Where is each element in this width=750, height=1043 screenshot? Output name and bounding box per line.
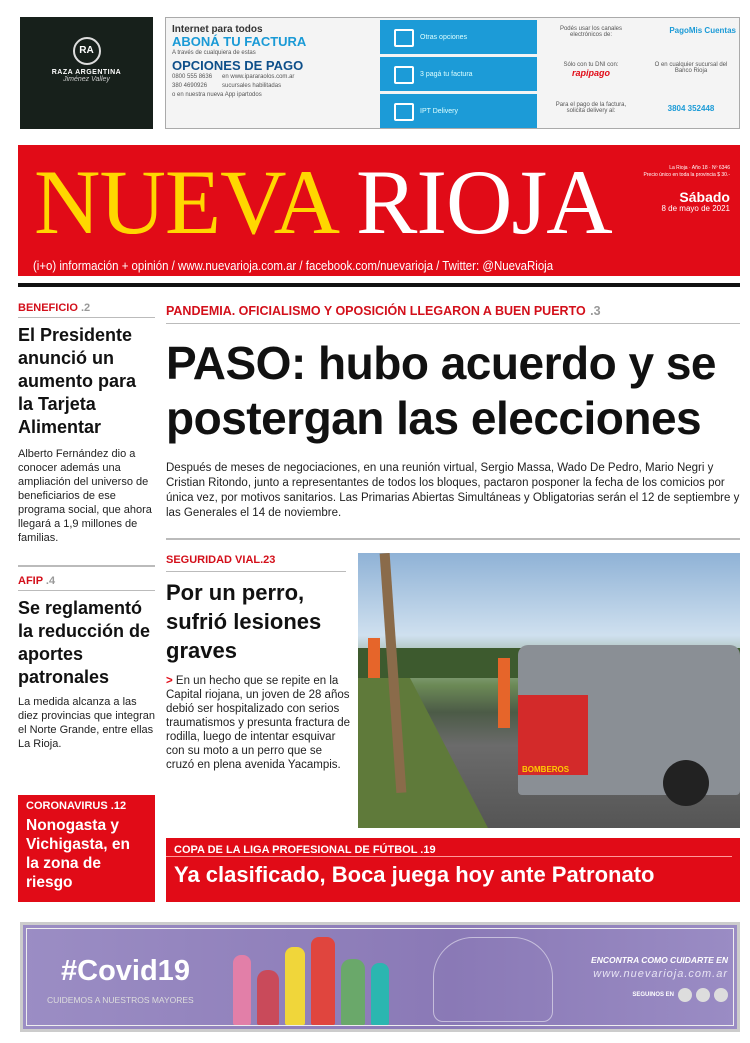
rapipago-logo: rapipago — [571, 68, 610, 78]
story-body: La medida alcanza a las diez provincias que integran el Norte Grande, entre ellas La Rioja. — [18, 696, 155, 750]
price-info: Precio único en toda la provincia $ 30.- — [643, 172, 730, 178]
ad-button-other[interactable]: Otras opciones — [380, 20, 537, 54]
kicker: BENEFICIO — [18, 302, 78, 314]
ad-info2: Sólo con tu DNI con: — [563, 62, 619, 68]
main-kicker: PANDEMIA. OFICIALISMO Y OPOSICIÓN LLEGARON A BUEN PUERTO .3 — [166, 302, 740, 324]
page-ref: .12 — [110, 800, 127, 812]
ad-app: o en nuestra nueva App ipartodos — [172, 92, 262, 98]
story-coronavirus[interactable] — [18, 795, 155, 902]
accident-photo — [358, 553, 740, 828]
ad-button-pay[interactable]: 3 pagá tu factura — [380, 57, 537, 91]
edition-info: La Rioja · Año 18 · Nº 6346 — [669, 165, 730, 171]
follow-label: SEGUINOS EN — [632, 992, 674, 998]
second-headline[interactable]: Por un perro, sufrió lesiones graves — [166, 580, 322, 663]
masthead-tagline[interactable]: (i+o) información + opinión / www.nuevarioja.com.ar / facebook.com/nuevarioja / Twitter: @NuevaRioja — [33, 258, 554, 273]
ad-info4: Para el pago de la factura, solicita delivery al: — [555, 102, 627, 114]
hygiene-icons — [433, 937, 553, 1022]
newspaper-title: NUEVA RIOJA — [34, 151, 612, 253]
headline: Ya clasificado, Boca juega hoy ante Patronato — [174, 862, 655, 887]
issue-date: 8 de mayo de 2021 — [661, 204, 730, 213]
covid-sub: CUIDEMOS A NUESTROS MAYORES — [47, 995, 194, 1005]
ad-info1: Podés usar los canales electrónicos de: — [559, 26, 623, 38]
covid-cta: ENCONTRA COMO CUIDARTE EN — [591, 955, 728, 965]
second-body: > En un hecho que se repite en la Capital riojana, un joven de 28 años debió ser hospitalizado con serios traumatismos y presunta fractura de rodilla, luego de intentar esquivar con su moto a un perro que se cruzó en plena avenida Yacampis. — [166, 675, 351, 771]
facebook-icon[interactable] — [678, 988, 692, 1002]
covid-hashtag: #Covid19 — [61, 955, 190, 987]
ad-line3: OPCIONES DE PAGO — [172, 58, 304, 73]
ad-branches: sucursales habilitadas — [222, 83, 282, 89]
kicker: COPA DE LA LIGA PROFESIONAL DE FÚTBOL — [174, 844, 418, 856]
fire-truck — [518, 645, 740, 795]
headline: Nonogasta y Vichigasta, en la zona de riesgo — [26, 817, 130, 891]
story-body: Alberto Fernández dio a conocer además una ampliación del universo de beneficiarios de ese programa social, que ahora llegará a 1,9 millones de familias. — [18, 448, 152, 544]
covid-url[interactable]: www.nuevarioja.com.ar — [593, 968, 728, 980]
ad-line2: A través de cualquiera de estas — [172, 50, 256, 56]
kicker: AFIP — [18, 575, 43, 587]
ad-web: en www.ipararaolos.com.ar — [222, 74, 295, 80]
story-beneficio[interactable] — [18, 302, 155, 545]
page-ref: .2 — [80, 302, 91, 314]
ra-logo: RA — [73, 37, 101, 65]
firefighter — [498, 658, 510, 728]
pagomiscuentas-logo: PagoMis Cuentas — [669, 26, 736, 35]
headline: Se reglamentó la reducción de aportes patronales — [18, 598, 151, 687]
ad-info3: O en cualquier sucursal del Banco Rioja — [654, 62, 728, 74]
headline: El Presidente anunció un aumento para la Tarjeta Alimentar — [18, 325, 137, 437]
ad-line1: ABONÁ TU FACTURA — [172, 34, 307, 49]
firefighter — [368, 638, 380, 678]
ad-internet-para-todos[interactable] — [165, 17, 740, 129]
ad-phone2: 380 4690926 — [172, 83, 208, 89]
kicker: CORONAVIRUS — [26, 800, 108, 812]
family-illustration — [233, 933, 423, 1025]
twitter-icon[interactable] — [714, 988, 728, 1002]
main-headline[interactable]: PASO: hubo acuerdo y se postergan las elecciones — [166, 337, 716, 444]
ad-button-delivery[interactable]: IPT Delivery — [380, 94, 537, 128]
ad-brand: Internet para todos — [172, 24, 263, 35]
issue-day: Sábado — [679, 189, 730, 205]
second-kicker: SEGURIDAD VIAL.23 — [166, 550, 346, 572]
ad-delivery-phone: 3804 352448 — [667, 103, 715, 113]
ad-phone1: 0800 555 8636 — [172, 74, 213, 80]
ad-name: RAZA ARGENTINA — [51, 69, 122, 76]
truck-label: BOMBEROS — [522, 765, 570, 774]
covid-ad[interactable] — [20, 922, 740, 1032]
instagram-icon[interactable] — [696, 988, 710, 1002]
grass — [358, 678, 488, 828]
page-ref: .19 — [420, 844, 436, 856]
football-banner[interactable] — [166, 838, 740, 902]
story-afip[interactable] — [18, 575, 155, 751]
main-body: Después de meses de negociaciones, en una reunión virtual, Sergio Massa, Wado De Pedro, Mario Negri y Cristian Ritondo, junto a representantes de todos los bloques, pactaron posponer la fecha de los comicios por única vez, por motivos sanitarios. Las Primarias Abiertas Simultáneas y Obligatorias serán el 12 de septiembre y las Generales el 14 de noviembre. — [166, 462, 740, 519]
masthead — [18, 145, 740, 276]
page-ref: .4 — [45, 575, 56, 587]
ad-sub: Jiménez Valley — [63, 76, 110, 83]
left-column — [18, 302, 155, 751]
ad-raza-argentina[interactable] — [20, 17, 153, 129]
masthead-rule — [18, 283, 740, 287]
